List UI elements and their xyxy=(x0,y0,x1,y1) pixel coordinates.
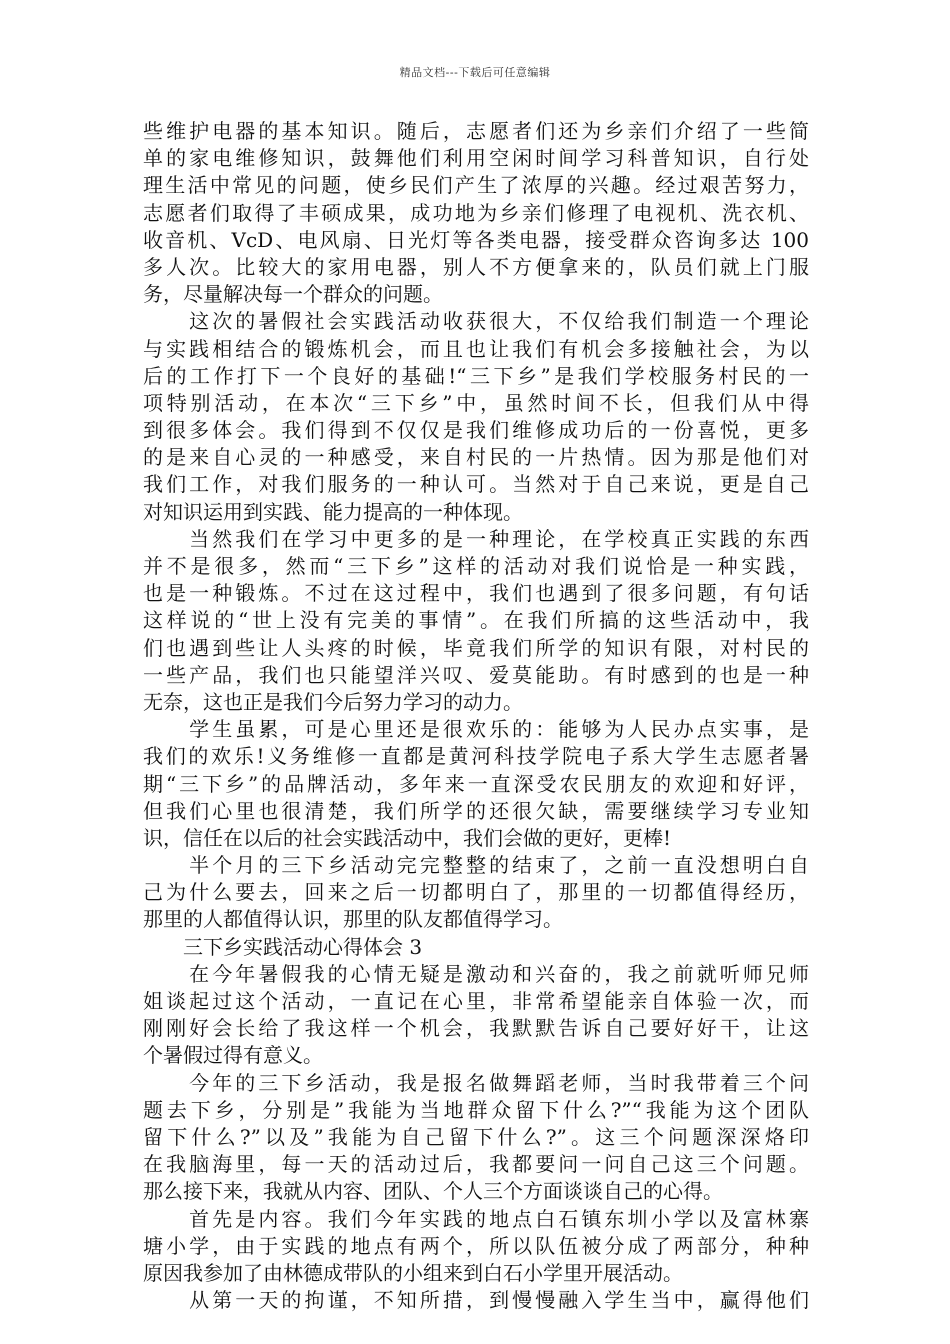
text-line: 当然我们在学习中更多的是一种理论，在学校真正实践的东西 xyxy=(143,526,809,551)
text-line: 那么接下来，我就从内容、团队、个人三个方面谈谈自己的心得。 xyxy=(143,1179,723,1204)
text-line: 塘小学，由于实践的地点有两个，所以队伍被分成了两部分，种种 xyxy=(143,1233,809,1258)
text-line: 首先是内容。我们今年实践的地点白石镇东圳小学以及富林寨 xyxy=(143,1206,809,1231)
text-line: 半个月的三下乡活动完完整整的结束了，之前一直没想明白自 xyxy=(143,853,809,878)
text-line: 务，尽量解决每一个群众的问题。 xyxy=(143,282,443,307)
text-line: 收音机、VcD、电风扇、日光灯等各类电器，接受群众咨询多达 100 xyxy=(143,227,809,252)
text-line: 今年的三下乡活动，我是报名做舞蹈老师，当时我带着三个问 xyxy=(143,1070,809,1095)
text-line: 那里的人都值得认识，那里的队友都值得学习。 xyxy=(143,907,563,932)
text-line: 些维护电器的基本知识。随后，志愿者们还为乡亲们介绍了一些简 xyxy=(143,119,809,143)
text-line: 但我们心里也很清楚，我们所学的还很欠缺，需要继续学习专业知 xyxy=(143,798,809,823)
text-line: 我们的欢乐!义务维修一直都是黄河科技学院电子系大学生志愿者暑 xyxy=(143,744,809,769)
text-line: 学生虽累，可是心里还是很欢乐的：能够为人民办点实事，是 xyxy=(143,717,809,742)
text-line: 一些产品，我们也只能望洋兴叹、爱莫能助。有时感到的也是一种 xyxy=(143,662,809,687)
text-line: 原因我参加了由林德成带队的小组来到白石小学里开展活动。 xyxy=(143,1260,683,1285)
text-line: 从第一天的拘谨，不知所措，到慢慢融入学生当中，赢得他们 xyxy=(143,1288,809,1313)
text-line: 识，信任在以后的社会实践活动中，我们会做的更好，更棒! xyxy=(143,825,672,850)
text-line: 对知识运用到实践、能力提高的一种体现。 xyxy=(143,499,523,524)
text-line: 项特别活动，在本次“三下乡”中，虽然时间不长，但我们从中得 xyxy=(143,390,809,415)
text-line: 无奈，这也正是我们今后努力学习的动力。 xyxy=(143,689,523,714)
text-line: 理生活中常见的问题，使乡民们产生了浓厚的兴趣。经过艰苦努力， xyxy=(143,173,809,198)
text-line: 们也遇到些让人头疼的时候，毕竟我们所学的知识有限，对村民的 xyxy=(143,635,809,660)
text-line: 我们工作，对我们服务的一种认可。当然对于自己来说，更是自己 xyxy=(143,472,809,497)
text-line: 这次的暑假社会实践活动收获很大，不仅给我们制造一个理论 xyxy=(143,309,809,334)
document-body xyxy=(143,118,809,1314)
text-line: 并不是很多，然而“三下乡”这样的活动对我们说恰是一种实践， xyxy=(143,554,809,578)
text-line: 到很多体会。我们得到不仅仅是我们维修成功后的一份喜悦，更多 xyxy=(143,418,809,443)
text-line: 三下乡实践活动心得体会 3 xyxy=(143,934,423,959)
text-line: 志愿者们取得了丰硕成果，成功地为乡亲们修理了电视机、洗衣机、 xyxy=(143,200,809,225)
text-line: 的是来自心灵的一种感受，来自村民的一片热情。因为那是他们对 xyxy=(143,445,809,470)
text-line: 己为什么要去，回来之后一切都明白了，那里的一切都值得经历， xyxy=(143,880,809,905)
text-line: 与实践相结合的锻炼机会，而且也让我们有机会多接触社会，为以 xyxy=(143,336,809,361)
text-line: 题去下乡，分别是”我能为当地群众留下什么?”“我能为这个团队 xyxy=(143,1097,809,1122)
text-line: 多人次。比较大的家用电器，别人不方便拿来的，队员们就上门服 xyxy=(143,254,809,279)
text-line: 刚刚好会长给了我这样一个机会，我默默告诉自己要好好干，让这 xyxy=(143,1016,809,1041)
text-line: 期“三下乡”的品牌活动，多年来一直深受农民朋友的欢迎和好评， xyxy=(143,771,809,796)
text-line: 在我脑海里，每一天的活动过后，我都要问一问自己这三个问题。 xyxy=(143,1152,809,1177)
text-line: 在今年暑假我的心情无疑是激动和兴奋的，我之前就听师兄师 xyxy=(143,961,809,986)
text-line: 个暑假过得有意义。 xyxy=(143,1043,323,1068)
text-line: 后的工作打下一个良好的基础!“三下乡”是我们学校服务村民的一 xyxy=(143,363,809,388)
text-line: 也是一种锻炼。不过在这过程中，我们也遇到了很多问题，有句话 xyxy=(143,581,809,606)
text-line: 单的家电维修知识，鼓舞他们利用空闲时间学习科普知识，自行处 xyxy=(143,146,809,171)
text-line: 姐谈起过这个活动，一直记在心里，非常希望能亲自体验一次，而 xyxy=(143,989,809,1013)
text-line: 这样说的“世上没有完美的事情”。在我们所搞的这些活动中，我 xyxy=(143,608,809,633)
text-line: 留下什么?”以及”我能为自己留下什么?”。这三个问题深深烙印 xyxy=(143,1124,809,1149)
page-header: 精品文档---下载后可任意编辑 xyxy=(399,66,551,79)
